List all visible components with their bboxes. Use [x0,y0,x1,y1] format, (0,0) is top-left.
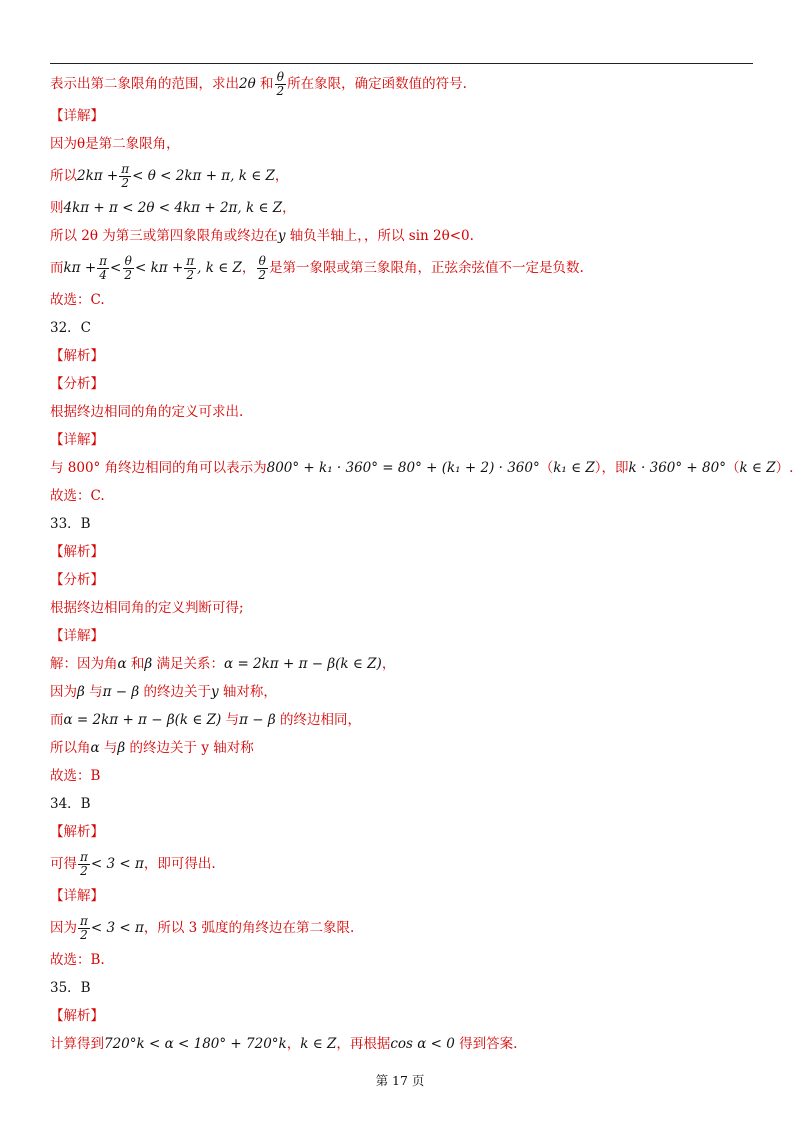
math: π − β [239,712,276,728]
fraction [122,255,134,282]
text: 与 [221,712,240,728]
math: < [110,260,122,276]
denominator: 2 [121,176,130,190]
text: 所以 [50,168,77,184]
text: 的终边关于 y 轴对称 [125,740,254,756]
denominator: 2 [276,84,285,98]
math: 720°k < α < 180° + 720°k [104,1036,287,1052]
text: 的终边相同， [275,712,361,728]
numerator: π [186,254,195,268]
text-line: 故选：C. [50,488,105,504]
document-body [50,66,794,1058]
math: y [210,684,219,700]
text: ，所以 3 弧度的角终边在第二象限. [143,920,355,936]
math: 2θ [239,76,256,92]
denominator: 4 [99,268,107,282]
math: k₁ ∈ Z [553,460,595,476]
denominator: 2 [258,268,267,282]
math: α = 2kπ + π − β(k ∈ Z) [224,656,382,672]
text: 是第一象限或第三象限角，正弦余弦值不一定是负数. [269,260,584,276]
math: β [77,684,85,700]
text-line: 根据终边相同角的定义判断可得; [50,600,244,616]
fraction [184,255,196,282]
text: 可得 [50,856,77,872]
question-number: 32．C [50,320,92,336]
text-line: 【分析】 [50,572,104,588]
text-line: 故选：B [50,768,101,784]
text-line [50,454,794,482]
text-line [50,1030,755,1058]
math: < 3 < π [90,920,144,936]
denominator: 2 [80,864,88,878]
text: ）. [775,460,794,476]
text: ， [274,168,289,184]
text: 解：因为角 [50,656,118,672]
text: 所在象限，确定函数值的符号. [287,76,467,92]
denominator: 2 [80,928,88,942]
fraction [275,71,287,98]
text: 与 [84,684,103,700]
text-line: 【解析】 [50,544,104,560]
math: < kπ + [135,260,184,276]
text: 的终边关于 [139,684,211,700]
text: 轴负半轴上，，所以 sin 2θ<0. [285,228,474,244]
math: , k ∈ Z [197,260,242,276]
text-line [50,706,755,734]
text-line: 【分析】 [50,376,104,392]
question-number: 34．B [50,796,91,812]
text-line [50,66,755,102]
fraction [119,163,131,190]
question-number: 35．B [50,980,91,996]
denominator: 2 [124,268,132,282]
text-line: 【解析】 [50,348,104,364]
math: < 3 < π [90,856,144,872]
text: 而 [50,712,64,728]
math: α [117,656,127,672]
numerator: π [80,850,88,864]
text: 和 [255,76,274,92]
text-line: 故选：B. [50,952,105,968]
numerator: π [99,254,108,268]
math: k ∈ Z [739,460,776,476]
math: α = 2kπ + π − β(k ∈ Z) [63,712,222,728]
math: β [144,656,153,672]
math: π − β [102,684,140,700]
text: （ [725,460,740,476]
fraction [97,255,109,282]
page-number: 第 17 页 [375,1073,425,1088]
text-line: 【详解】 [50,888,104,904]
text: 所以角 [50,740,91,756]
text: ，即可得出. [143,856,216,872]
text-line [50,194,755,222]
math: cos α < 0 [390,1036,455,1052]
fraction [78,915,90,942]
denominator: 2 [186,268,195,282]
text: ），即 [594,460,629,476]
text-line [50,222,755,250]
text-line: 故选：C. [50,292,105,308]
math: y [277,228,286,244]
question-number: 33．B [50,516,91,532]
math: k ∈ Z [300,1036,337,1052]
math: 800° + k₁ · 360° = 80° + (k₁ + 2) · 360° [266,460,540,476]
text: 因为 [50,684,77,700]
text-line [50,910,755,946]
fraction [78,851,90,878]
text-line [50,734,755,762]
fraction [256,255,268,282]
text-line: 根据终边相同的角的定义可求出. [50,404,244,420]
text-line [50,846,755,882]
text: 得到答案. [454,1036,518,1052]
text-line: 【解析】 [50,1008,104,1024]
math: 2kπ + [77,168,119,184]
text: 而 [50,260,64,276]
text: ， [286,1036,301,1052]
text: 因为 [50,920,77,936]
text: ， [241,260,256,276]
text: 表示出第二象限角的范围，求出 [50,76,239,92]
math: < θ < 2kπ + π, k ∈ Z [132,168,275,184]
text-line: 【解析】 [50,824,104,840]
text: 所以 2θ 为第三或第四象限角或终边在 [50,228,278,244]
text: 轴对称， [218,684,277,700]
text: 计算得到 [50,1036,104,1052]
text: 与 [99,740,118,756]
text: 与 800° 角终边相同的角可以表示为 [50,460,267,476]
numerator: θ [258,254,266,268]
math: kπ + [63,260,97,276]
text: （ [539,460,554,476]
numerator: θ [276,70,284,84]
text: 满足关系： [152,656,225,672]
text: ， [381,656,396,672]
numerator: π [121,162,130,176]
math: 4kπ + π < 2θ < 4kπ + 2π, k ∈ Z [63,200,283,216]
text-line: 【详解】 [50,628,104,644]
text-line: 【详解】 [50,432,104,448]
text-line: 因为θ是第二象限角， [50,136,180,152]
text-line [50,250,755,286]
math: β [117,740,126,756]
text: 则 [50,200,64,216]
numerator: π [80,914,88,928]
text-line [50,678,755,706]
text-line [50,650,755,678]
math: α [90,740,100,756]
text-line [50,158,755,194]
header-rule [50,63,753,64]
math: k · 360° + 80° [628,460,726,476]
numerator: θ [124,254,132,268]
text: ， [282,200,296,216]
text: 和 [126,656,145,672]
text: ，再根据 [336,1036,391,1052]
text-line: 【详解】 [50,108,104,124]
